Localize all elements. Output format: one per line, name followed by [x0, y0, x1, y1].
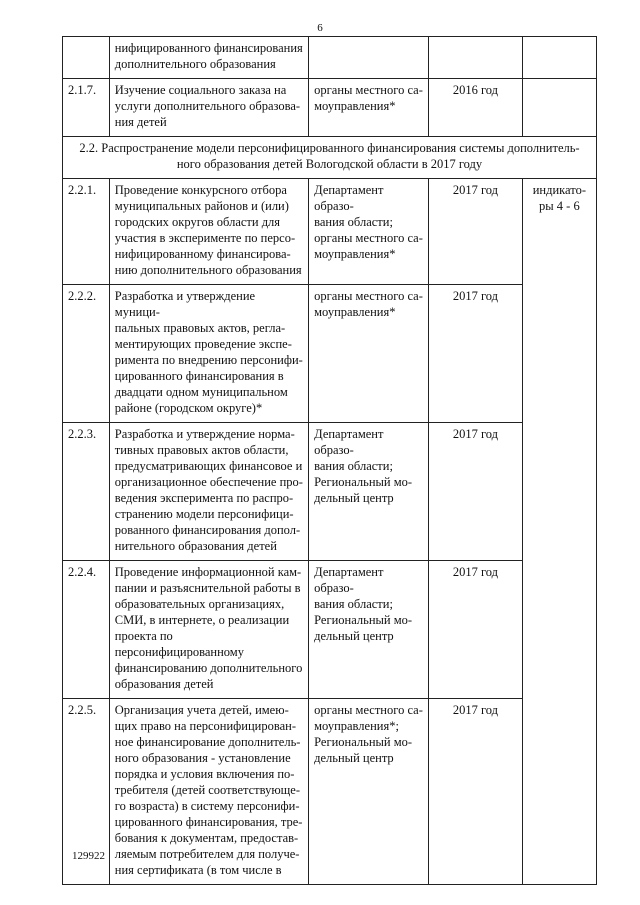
item-number-cell: 2.2.2. [63, 285, 110, 423]
activity-cell: Изучение социального заказа на услуги дополнительного образова- ния детей [109, 79, 308, 137]
term-cell [429, 37, 523, 79]
responsible-cell: органы местного са- моуправления* [309, 79, 429, 137]
term-cell: 2017 год [429, 699, 523, 885]
item-number-cell: 2.1.7. [63, 79, 110, 137]
term-cell: 2016 год [429, 79, 523, 137]
indicators-cell [522, 37, 596, 79]
table-row [63, 561, 597, 699]
page-number: 6 [317, 22, 323, 34]
activity-cell: Проведение конкурсного отбора муниципальных районов и (или) городских округов области для участия в эксперименте по персо- нифицированному финансирова- нию дополнительного образования [109, 179, 308, 285]
table-row [63, 423, 597, 561]
table-row [63, 699, 597, 885]
activity-cell: Разработка и утверждение норма- тивных правовых актов области, предусматривающих финансовое и организационное обеспечение про- ведения эксперимента по распро- странению модели персонифици- рованного финансирования допол- нительного образования детей [109, 423, 308, 561]
section-row [63, 137, 597, 179]
item-number-cell: 2.2.5. [63, 699, 110, 885]
responsible-cell: Департамент образо- вания области; Региональный мо- дельный центр [309, 561, 429, 699]
document-id: 129922 [72, 850, 105, 862]
table-row [63, 37, 597, 79]
responsible-cell: Департамент образо- вания области; органы местного са- моуправления* [309, 179, 429, 285]
item-number-cell: 2.2.3. [63, 423, 110, 561]
item-number-cell: 2.2.1. [63, 179, 110, 285]
indicators-cell: индикато- ры 4 - 6 [522, 179, 596, 885]
responsible-cell [309, 37, 429, 79]
term-cell: 2017 год [429, 561, 523, 699]
activity-cell: нифицированного финансирования дополнительного образования [109, 37, 308, 79]
table-row [63, 79, 597, 137]
activity-cell: Организация учета детей, имею- щих право на персонифицирован- ное финансирование дополнитель- ного образования - установление порядка и условия включения по- требителя (детей соответствующе- го возраста) в систему персонифи- цированного финансирования, тре- бования к документам, предостав- ляемым потребителем для получе- ния сертификата (в том числе в [109, 699, 308, 885]
responsible-cell: Департамент образо- вания области; Региональный мо- дельный центр [309, 423, 429, 561]
activity-cell: Проведение информационной кам- пании и разъяснительной работы в образовательных организациях, СМИ, в интернете, о реализации проекта по персонифицированному финансированию дополнительного образования детей [109, 561, 308, 699]
term-cell: 2017 год [429, 179, 523, 285]
term-cell: 2017 год [429, 423, 523, 561]
activity-cell: Разработка и утверждение муници- пальных правовых актов, регла- ментирующих проведение экспе- римента по внедрению персонифи- цированного финансирования в двадцати одном муниципальном районе (городском округе)* [109, 285, 308, 423]
responsible-cell: органы местного са- моуправления* [309, 285, 429, 423]
term-cell: 2017 год [429, 285, 523, 423]
indicators-cell [522, 79, 596, 137]
table-row [63, 179, 597, 285]
action-plan-table [62, 36, 597, 885]
item-number-cell [63, 37, 110, 79]
table-row [63, 285, 597, 423]
item-number-cell: 2.2.4. [63, 561, 110, 699]
section-title: 2.2. Распространение модели персонифицированного финансирования системы дополнитель- ного образования детей Вологодской области в 2017 году [63, 137, 597, 179]
responsible-cell: органы местного са- моуправления*; Региональный мо- дельный центр [309, 699, 429, 885]
